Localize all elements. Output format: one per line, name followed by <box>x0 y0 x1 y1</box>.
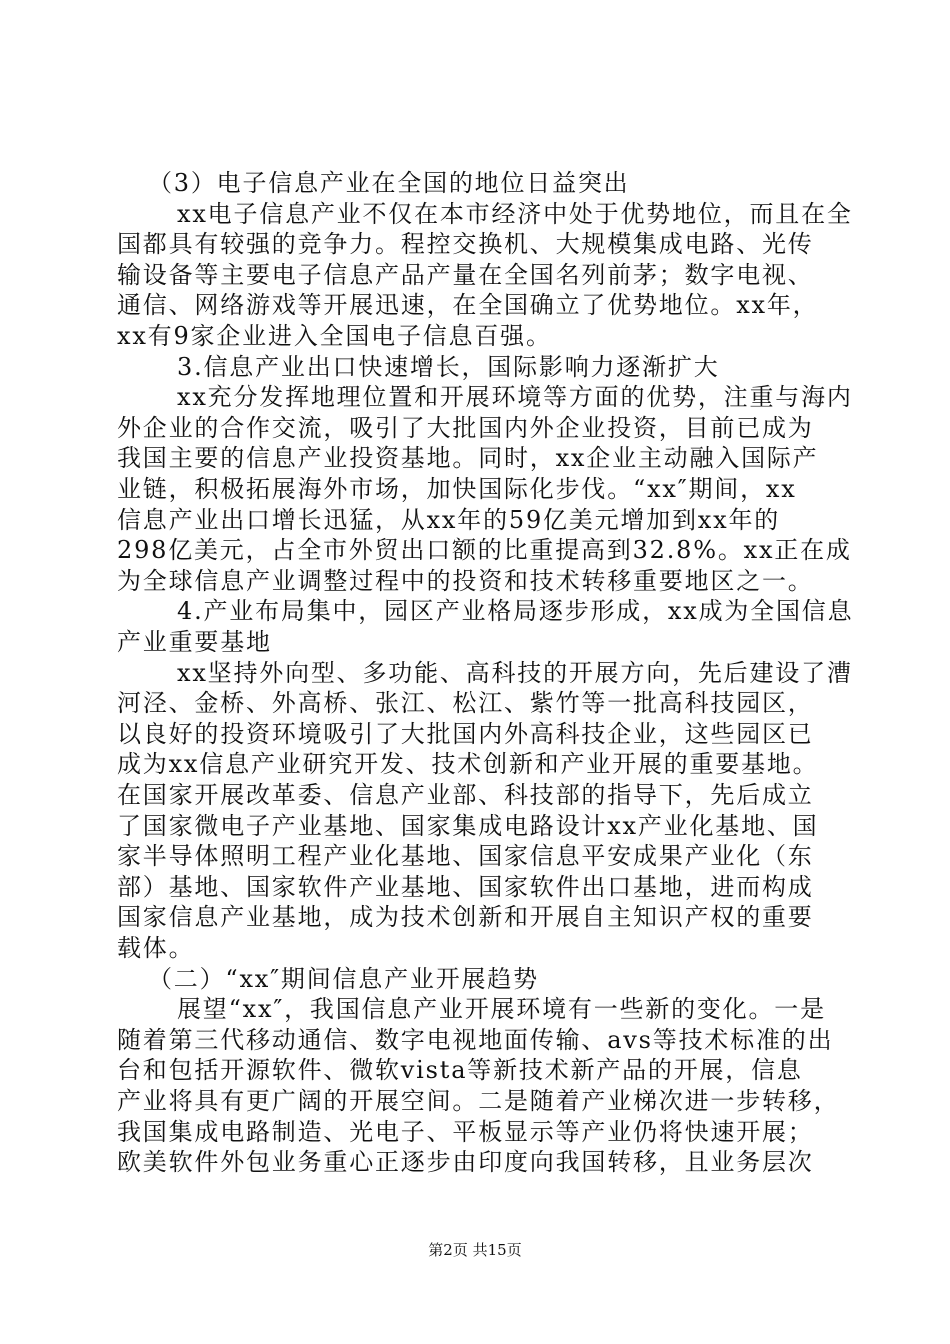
paragraph-line: 部）基地、国家软件产业基地、国家软件出口基地，进而构成 <box>117 872 814 901</box>
paragraph-line: xx电子信息产业不仅在本市经济中处于优势地位，而且在全 <box>177 199 853 228</box>
paragraph-line: 为全球信息产业调整过程中的投资和技术转移重要地区之一。 <box>117 566 814 595</box>
section-heading: 4.产业布局集中，园区产业格局逐步形成，xx成为全国信息 <box>177 597 854 626</box>
paragraph-line: xx有9家企业进入全国电子信息百强。 <box>117 322 552 350</box>
paragraph-line: 国都具有较强的竞争力。程控交换机、大规模集成电路、光传 <box>117 230 814 259</box>
paragraph-line: 家半导体照明工程产业化基地、国家信息平安成果产业化（东 <box>117 842 814 871</box>
paragraph-line: 国家信息产业基地，成为技术创新和开展自主知识产权的重要 <box>117 903 814 932</box>
paragraph-line: 信息产业出口增长迅猛，从xx年的59亿美元增加到xx年的 <box>117 505 781 534</box>
paragraph-line: 业链，积极拓展海外市场，加快国际化步伐。“xx″期间，xx <box>117 475 797 503</box>
paragraph-line: 展望“xx″，我国信息产业开展环境有一些新的变化。一是 <box>177 995 826 1024</box>
page-number-footer: 第2页 共15页 <box>428 1241 522 1259</box>
section-heading: （二）“xx″期间信息产业开展趋势 <box>148 964 539 993</box>
paragraph-line: 我国主要的信息产业投资基地。同时，xx企业主动融入国际产 <box>117 444 819 473</box>
paragraph-line: 了国家微电子产业基地、国家集成电路设计xx产业化基地、国 <box>117 811 819 840</box>
section-heading: 产业重要基地 <box>117 628 272 656</box>
paragraph-line: 以良好的投资环境吸引了大批国内外高科技企业，这些园区已 <box>117 719 814 748</box>
paragraph-line: 外企业的合作交流，吸引了大批国内外企业投资，目前已成为 <box>117 413 814 442</box>
paragraph-line: 我国集成电路制造、光电子、平板显示等产业仍将快速开展； <box>117 1117 814 1146</box>
section-heading: （3）电子信息产业在全国的地位日益突出 <box>148 169 630 197</box>
paragraph-line: xx充分发挥地理位置和开展环境等方面的优势，注重与海内 <box>177 383 853 412</box>
paragraph-line: 输设备等主要电子信息产品产量在全国名列前茅；数字电视、 <box>117 260 814 289</box>
paragraph-line: 成为xx信息产业研究开发、技术创新和产业开展的重要基地。 <box>117 750 819 779</box>
paragraph-line: 随着第三代移动通信、数字电视地面传输、avs等技术标准的出 <box>117 1025 834 1054</box>
paragraph-line: 载体。 <box>117 934 195 962</box>
section-heading: 3.信息产业出口快速增长，国际影响力逐渐扩大 <box>177 352 720 381</box>
paragraph-line: 河泾、金桥、外高桥、张江、松江、紫竹等一批高科技园区， <box>117 689 814 718</box>
paragraph-line: 298亿美元，占全市外贸出口额的比重提高到32.8%。xx正在成 <box>117 536 852 565</box>
paragraph-line: 在国家开展改革委、信息产业部、科技部的指导下，先后成立 <box>117 781 814 809</box>
paragraph-line: 通信、网络游戏等开展迅速，在全国确立了优势地位。xx年， <box>117 291 819 320</box>
paragraph-line: 台和包括开源软件、微软vista等新技术新产品的开展，信息 <box>117 1056 803 1085</box>
paragraph-line: xx坚持外向型、多功能、高科技的开展方向，先后建设了漕 <box>177 658 853 687</box>
paragraph-line: 产业将具有更广阔的开展空间。二是随着产业梯次进一步转移， <box>117 1087 840 1115</box>
paragraph-line: 欧美软件外包业务重心正逐步由印度向我国转移，且业务层次 <box>117 1148 814 1177</box>
